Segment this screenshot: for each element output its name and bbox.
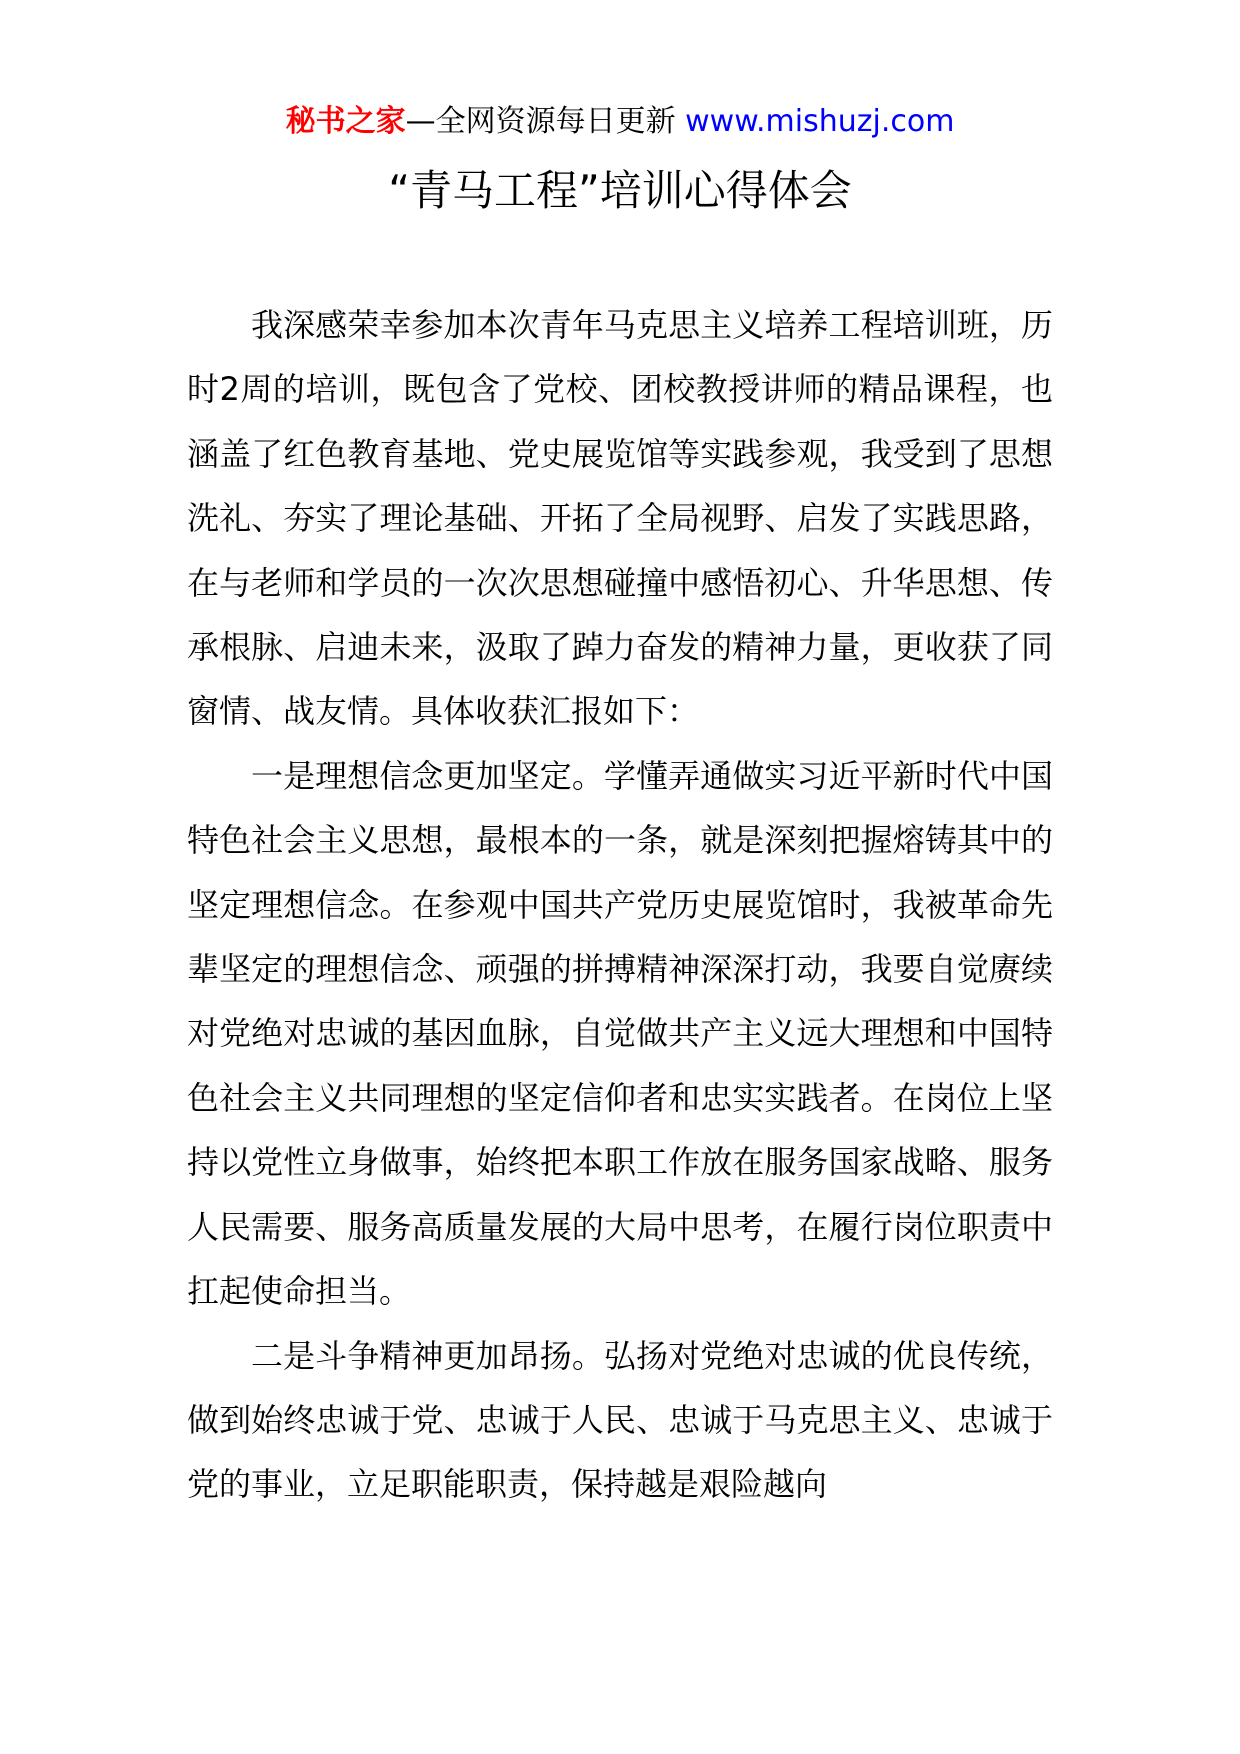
site-brand: 秘书之家 <box>285 104 406 139</box>
document-title: “青马工程”培训心得体会 <box>388 166 852 215</box>
paragraph-struggle: 二是斗争精神更加昂扬。弘扬对党绝对忠诚的优良传统，做到始终忠诚于党、忠诚于人民、忠诚于马克思主义、忠诚于党的事业，立足职能职责，保持越是艰险越向 <box>187 1336 1053 1504</box>
site-header <box>0 102 1240 142</box>
site-url-link[interactable]: www.mishuzj.com <box>685 104 955 139</box>
paragraph-intro: 我深感荣幸参加本次青年马克思主义培养工程培训班，历时2周的培训，既包含了党校、团校教授讲师的精品课程，也涵盖了红色教育基地、党史展览馆等实践参观，我受到了思想洗礼、夯实了理论基础、开拓了全局视野、启发了实践思路，在与老师和学员的一次次思想碰撞中感悟初心、升华思想、传承根脉、启迪未来，汲取了踔力奋发的精神力量，更收获了同窗情、战友情。具体收获汇报如下： <box>187 306 1053 731</box>
site-tagline: —全网资源每日更新 <box>405 104 686 139</box>
paragraph-ideals: 一是理想信念更加坚定。学懂弄通做实习近平新时代中国特色社会主义思想，最根本的一条，就是深刻把握熔铸其中的坚定理想信念。在参观中国共产党历史展览馆时，我被革命先辈坚定的理想信念、顽强的拼搏精神深深打动，我要自觉赓续对党绝对忠诚的基因血脉，自觉做共产主义远大理想和中国特色社会主义共同理想的坚定信仰者和忠实实践者。在岗位上坚持以党性立身做事，始终把本职工作放在服务国家战略、服务人民需要、服务高质量发展的大局中思考，在履行岗位职责中扛起使命担当。 <box>187 756 1053 1311</box>
document-body <box>187 293 1053 1517</box>
